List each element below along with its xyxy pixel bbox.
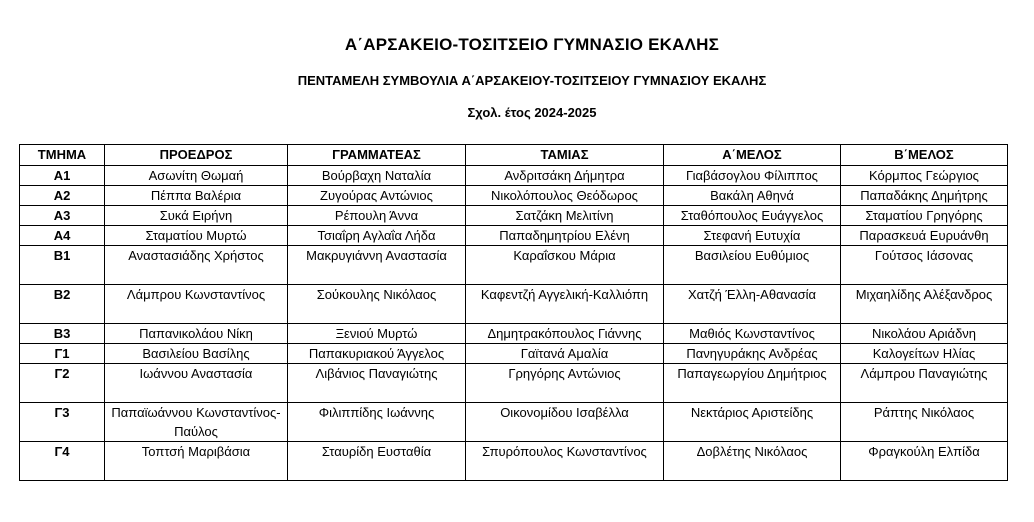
header-secretary: ΓΡΑΜΜΑΤΕΑΣ xyxy=(288,145,466,166)
treasurer-cell: Σπυρόπουλος Κωνσταντίνος xyxy=(466,442,664,481)
member-b-cell: Κόρμπος Γεώργιος xyxy=(841,166,1008,186)
department-cell: Γ1 xyxy=(20,344,105,364)
member-b-cell: Παπαδάκης Δημήτρης xyxy=(841,186,1008,206)
table-header-row xyxy=(20,145,1008,166)
secretary-cell: Ξενιού Μυρτώ xyxy=(288,324,466,344)
council-table xyxy=(19,144,1008,481)
president-cell: Συκά Ειρήνη xyxy=(105,206,288,226)
secretary-cell: Τσιαΐρη Αγλαΐα Λήδα xyxy=(288,226,466,246)
member-b-cell: Νικολάου Αριάδνη xyxy=(841,324,1008,344)
president-cell: Παπαϊωάννου Κωνσταντίνος-Παύλος xyxy=(105,403,288,442)
president-cell: Σταματίου Μυρτώ xyxy=(105,226,288,246)
treasurer-cell: Παπαδημητρίου Ελένη xyxy=(466,226,664,246)
member-a-cell: Στεφανή Ευτυχία xyxy=(664,226,841,246)
treasurer-cell: Γαϊτανά Αμαλία xyxy=(466,344,664,364)
department-cell: Β1 xyxy=(20,246,105,285)
president-cell: Τοπτσή Μαριβάσια xyxy=(105,442,288,481)
member-a-cell: Νεκτάριος Αριστείδης xyxy=(664,403,841,442)
treasurer-cell: Γρηγόρης Αντώνιος xyxy=(466,364,664,403)
secretary-cell: Σταυρίδη Ευσταθία xyxy=(288,442,466,481)
member-b-cell: Παρασκευά Ευρυάνθη xyxy=(841,226,1008,246)
president-cell: Ασωνίτη Θωμαή xyxy=(105,166,288,186)
secretary-cell: Σούκουλης Νικόλαος xyxy=(288,285,466,324)
member-b-cell: Καλογείτων Ηλίας xyxy=(841,344,1008,364)
department-cell: Γ3 xyxy=(20,403,105,442)
treasurer-cell: Οικονομίδου Ισαβέλλα xyxy=(466,403,664,442)
member-b-cell: Γούτσος Ιάσονας xyxy=(841,246,1008,285)
president-cell: Παπανικολάου Νίκη xyxy=(105,324,288,344)
table-row xyxy=(20,166,1008,186)
department-cell: Β2 xyxy=(20,285,105,324)
member-b-cell: Φραγκούλη Ελπίδα xyxy=(841,442,1008,481)
table-row xyxy=(20,442,1008,481)
department-cell: Α1 xyxy=(20,166,105,186)
member-a-cell: Παπαγεωργίου Δημήτριος xyxy=(664,364,841,403)
secretary-cell: Βούρβαχη Ναταλία xyxy=(288,166,466,186)
department-cell: Α2 xyxy=(20,186,105,206)
secretary-cell: Λιβάνιος Παναγιώτης xyxy=(288,364,466,403)
school-title: Α΄ΑΡΣΑΚΕΙΟ-ΤΟΣΙΤΣΕΙΟ ΓΥΜΝΑΣΙΟ ΕΚΑΛΗΣ xyxy=(344,35,720,54)
member-a-cell: Σταθόπουλος Ευάγγελος xyxy=(664,206,841,226)
treasurer-cell: Καφεντζή Αγγελική-Καλλιόπη xyxy=(466,285,664,324)
department-cell: Γ2 xyxy=(20,364,105,403)
member-b-cell: Ράπτης Νικόλαος xyxy=(841,403,1008,442)
header-president: ΠΡΟΕΔΡΟΣ xyxy=(105,145,288,166)
member-a-cell: Γιαβάσογλου Φίλιππος xyxy=(664,166,841,186)
header-member-b: Β΄ΜΕΛΟΣ xyxy=(841,145,1008,166)
department-cell: Α3 xyxy=(20,206,105,226)
secretary-cell: Ρέπουλη Άννα xyxy=(288,206,466,226)
secretary-cell: Ζυγούρας Αντώνιος xyxy=(288,186,466,206)
header-treasurer: ΤΑΜΙΑΣ xyxy=(466,145,664,166)
president-cell: Λάμπρου Κωνσταντίνος xyxy=(105,285,288,324)
table-row xyxy=(20,186,1008,206)
school-year: Σχολ. έτος 2024-2025 xyxy=(467,105,597,120)
table-row xyxy=(20,403,1008,442)
treasurer-cell: Σατζάκη Μελιτίνη xyxy=(466,206,664,226)
header-department: ΤΜΗΜΑ xyxy=(20,145,105,166)
treasurer-cell: Νικολόπουλος Θεόδωρος xyxy=(466,186,664,206)
table-row xyxy=(20,285,1008,324)
treasurer-cell: Καραΐσκου Μάρια xyxy=(466,246,664,285)
table-row xyxy=(20,246,1008,285)
department-cell: Γ4 xyxy=(20,442,105,481)
department-cell: Β3 xyxy=(20,324,105,344)
president-cell: Ιωάννου Αναστασία xyxy=(105,364,288,403)
treasurer-cell: Ανδριτσάκη Δήμητρα xyxy=(466,166,664,186)
table-row xyxy=(20,324,1008,344)
member-b-cell: Λάμπρου Παναγιώτης xyxy=(841,364,1008,403)
president-cell: Βασιλείου Βασίλης xyxy=(105,344,288,364)
header-member-a: Α΄ΜΕΛΟΣ xyxy=(664,145,841,166)
secretary-cell: Μακρυγιάννη Αναστασία xyxy=(288,246,466,285)
member-a-cell: Μαθιός Κωνσταντίνος xyxy=(664,324,841,344)
member-a-cell: Δοβλέτης Νικόλαος xyxy=(664,442,841,481)
member-a-cell: Βασιλείου Ευθύμιος xyxy=(664,246,841,285)
table-row xyxy=(20,364,1008,403)
table-row xyxy=(20,226,1008,246)
secretary-cell: Φιλιππίδης Ιωάννης xyxy=(288,403,466,442)
member-b-cell: Μιχαηλίδης Αλέξανδρος xyxy=(841,285,1008,324)
member-b-cell: Σταματίου Γρηγόρης xyxy=(841,206,1008,226)
member-a-cell: Πανηγυράκης Ανδρέας xyxy=(664,344,841,364)
table-row xyxy=(20,344,1008,364)
member-a-cell: Βακάλη Αθηνά xyxy=(664,186,841,206)
table-row xyxy=(20,206,1008,226)
department-cell: Α4 xyxy=(20,226,105,246)
council-title: ΠΕΝΤΑΜΕΛΗ ΣΥΜΒΟΥΛΙΑ Α΄ΑΡΣΑΚΕΙΟΥ-ΤΟΣΙΤΣΕΙΟΥ ΓΥΜΝΑΣΙΟΥ ΕΚΑΛΗΣ xyxy=(297,73,767,88)
president-cell: Αναστασιάδης Χρήστος xyxy=(105,246,288,285)
member-a-cell: Χατζή Έλλη-Αθανασία xyxy=(664,285,841,324)
president-cell: Πέππα Βαλέρια xyxy=(105,186,288,206)
treasurer-cell: Δημητρακόπουλος Γιάννης xyxy=(466,324,664,344)
secretary-cell: Παπακυριακού Άγγελος xyxy=(288,344,466,364)
